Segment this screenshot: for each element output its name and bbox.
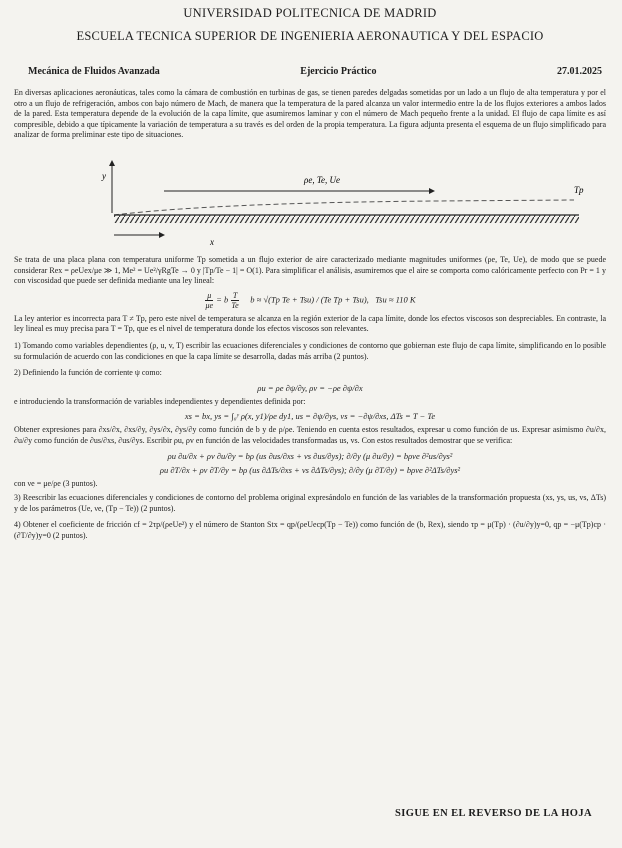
eq1-lhs-den: μe xyxy=(205,300,214,310)
y-axis-label: y xyxy=(102,170,106,181)
eq1-tsu: Tsu ≈ 110 K xyxy=(375,294,416,305)
exercise-title: Ejercicio Práctico xyxy=(300,66,377,77)
question-3: 3) Reescribir las ecuaciones diferenciales y condiciones de contorno del problema original expresándolo en función de las variables de la transformación propuesta (xs, ys, us, vs, ΔTs) y de los parámetros (Ue, νe, (Tp − Te)) (2 puntos). xyxy=(14,493,606,513)
exam-header xyxy=(14,66,606,77)
stream-function-equation: ρu = ρe ∂ψ/∂y, ρv = −ρe ∂ψ/∂x xyxy=(257,382,363,393)
question-1: 1) Tomando como variables dependientes (ρ, u, v, T) escribir las ecuaciones diferenciales y condiciones de contorno que gobiernan este flujo de capa límite, simplificando en lo posible su formulación de acuerdo con las condiciones en que la capa límite se desarrolla, dadas más arriba (2 puntos). xyxy=(14,340,606,361)
continue-note: SIGUE EN EL REVERSO DE LA HOJA xyxy=(395,808,592,819)
question-4: 4) Obtener el coeficiente de fricción cf = 2τp/(ρeUe²) y el número de Stanton Stx = qp/(ρeUecp(Tp − Te)) como función de (b, Rex), siendo τp = μ(Tp) · (∂u/∂y)y=0, qp = −μ(Tp)cp · (∂T/∂y)y=0 (2 puntos). xyxy=(14,520,606,540)
flow-figure xyxy=(14,145,606,255)
wall-temp-label: Tp xyxy=(574,184,584,195)
school-title: ESCUELA TECNICA SUPERIOR DE INGENIERIA AERONAUTICA Y DEL ESPACIO xyxy=(76,29,544,43)
x-axis-label: x xyxy=(210,236,214,247)
eq1-lhs-num: μ xyxy=(207,290,212,300)
flat-plate-diagram xyxy=(14,145,604,255)
transformation-equation: xs = bx, ys = ∫₀ʸ ρ(x, y1)/ρe dy1, us = ∂ψ/∂ys, vs = −∂ψ/∂xs, ΔTs = T − Te xyxy=(184,411,436,422)
viscosity-note: La ley anterior es incorrecta para T ≠ Tp, pero este nivel de temperatura se alcanza en la región exterior de la capa límite, donde los efectos viscosos son despreciables. En contraste, la ley lineal es muy precisa para T = Tp, que es el nivel de temperatura donde los efectos viscosos son relevantes. xyxy=(14,313,606,334)
question-2-body: Obtener expresiones para ∂xs/∂x, ∂xs/∂y, ∂ys/∂x, ∂ys/∂y como función de b y de ρ/ρe. Teniendo en cuenta estos resultados, expresar u como función de us. Expresar asimismo ∂u/∂x, ∂u/∂y como función de ∂us/∂xs, ∂us/∂ys. Escribir ρu, ρv en función de las velocidades transformadas us, vs. Con estos resultados demostrar que se verifica: xyxy=(14,425,606,445)
energy-identity-equation: ρu ∂T/∂x + ρv ∂T/∂y = bρ (us ∂ΔTs/∂xs + vs ∂ΔTs/∂ys); ∂/∂y (μ ∂T/∂y) = bρνe ∂²ΔTs/∂ys² xyxy=(159,464,461,475)
question-2: 2) Definiendo la función de corriente ψ como: xyxy=(14,368,162,378)
eq1-r-num: T xyxy=(232,290,238,300)
viscosity-law-equation xyxy=(14,291,606,310)
eq1-r-den: Te xyxy=(231,300,239,310)
plate-hatching xyxy=(114,215,579,223)
eq1-mid: = b xyxy=(216,294,229,305)
question-2-points: con νe = μe/ρe (3 puntos). xyxy=(14,478,98,488)
course-name: Mecánica de Fluidos Avanzada xyxy=(28,66,160,77)
exam-date: 27.01.2025 xyxy=(557,66,602,77)
university-title: UNIVERSIDAD POLITECNICA DE MADRID xyxy=(183,6,437,20)
transformation-intro: e introduciendo la transformación de variables independientes y dependientes definida por: xyxy=(14,396,306,406)
boundary-layer-edge xyxy=(114,200,574,215)
momentum-identity-equation: ρu ∂u/∂x + ρv ∂u/∂y = bρ (us ∂us/∂xs + vs ∂us/∂ys); ∂/∂y (μ ∂u/∂y) = bρνe ∂²us/∂ys² xyxy=(167,450,453,461)
eq1-b-definition: b ≈ √(Tp Te + Tsu) / (Te Tp + Tsu), xyxy=(250,294,369,305)
problem-statement: Se trata de una placa plana con temperatura uniforme Tp sometida a un flujo exterior de aire caracterizado mediante magnitudes uniformes (ρe, Te, Ue), de modo que se puede considerar Rex = ρeUex/μe ≫ 1, Me² = Ue²/γRgTe → 0 y |Tp/Te − 1| = O(1). Para simplificar el análisis, asumiremos que el aire se comporta como calóricamente perfecto con Pr = 1 y con viscosidad que puede ser definida mediante una ley lineal: xyxy=(14,254,606,286)
flow-label: ρe, Te, Ue xyxy=(304,174,340,185)
intro-paragraph: En diversas aplicaciones aeronáuticas, tales como la cámara de combustión en turbinas de gas, se tienen paredes delgadas sometidas por un lado a un flujo de alta temperatura y por el otro a un flujo de refrigeración, ambos con bajo número de Mach, de manera que la temperatura de la pared alcanza un valor intermedio entre la de los flujos exteriores a ambos lados de la pared. Esta temperatura depende de la evolución de la capa límite, que asumiremos laminar y con el número de Mach pequeño frente a la unidad. El flujo de capa límite es así compresible, debido a que típicamente la variación de temperatura a su través es del orden de la propia temperatura. La figura adjunta presenta el esquema de un flujo simplificado para analizar de forma preliminar este tipo de situaciones. xyxy=(14,88,606,140)
